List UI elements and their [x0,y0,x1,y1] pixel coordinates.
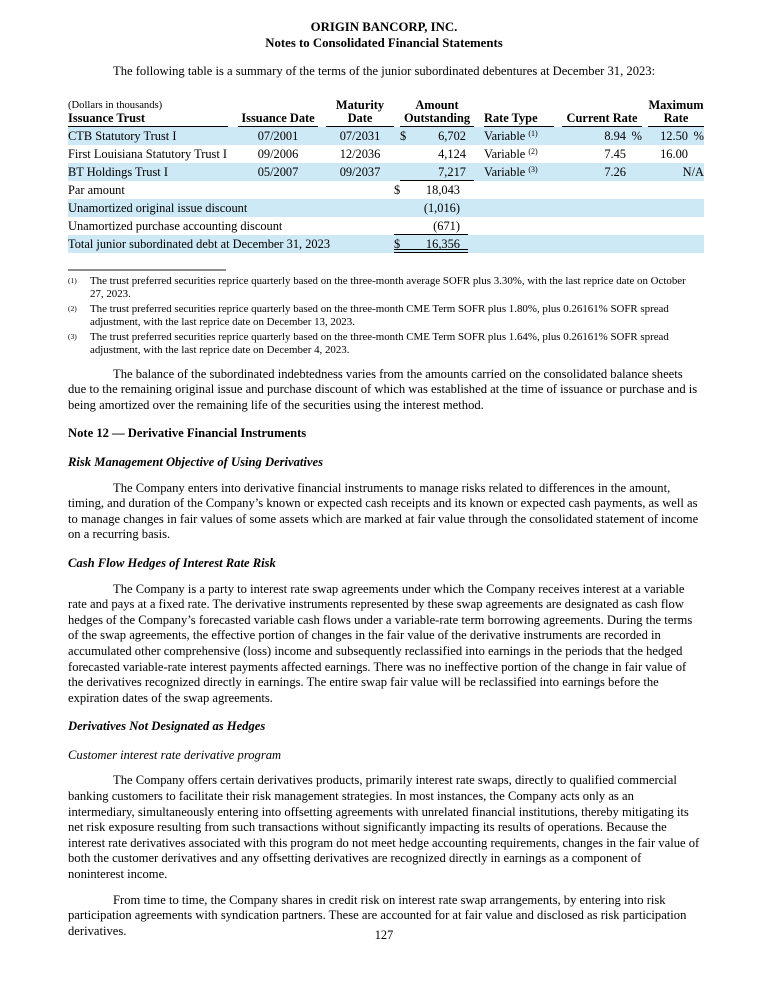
rate-type: Variable $^{(2)}$ [484,146,538,161]
footnotes [68,275,700,357]
cash-flow-hedges-heading: Cash Flow Hedges of Interest Rate Risk [68,555,276,570]
footnote-text: The trust preferred securities reprice quarterly based on the three-month average SOFR plus 3.30%, with the last reprice date on October 27, 2023. [90,274,686,300]
not-designated-heading: Derivatives Not Designated as Hedges [68,719,266,734]
currency-symbol: $ [394,182,401,197]
summary-label: Par amount [68,182,125,197]
units-label: (Dollars in thousands) [68,99,163,111]
footnote-marker: (1) [68,275,77,285]
amount-value: 7,217 [438,164,466,179]
row-filler [468,235,704,253]
paragraph-offers: The Company offers certain derivatives products, primarily interest rate swaps, directly to qualified commercial banking customers to facilitate their risk management strategies. In most instances, the Company acts only as an intermediary, simultaneously entering into offsetting agreements with unrelated financial institutions, thereby mitigating its net risk exposure resulting from such transactions without significantly impacting its results of operations. Because the interest rate derivatives associated with this program do not meet hedge accounting requirements, changes in the fair value of both the customer derivatives and any offsetting derivatives are recognized directly in earnings as a component of noninterest income. [68,773,700,882]
maximum-rate: 16.00 [660,146,688,161]
trust-name: First Louisiana Statutory Trust I [68,146,228,161]
col-header-rate-type: Rate Type [484,112,554,127]
issuance-date: 05/2007 [257,164,299,179]
document-title: Notes to Consolidated Financial Statements [265,36,503,50]
row-filler [468,181,704,199]
currency-symbol: $ [400,128,407,143]
col-header-maturity-date: Maturity Date [326,99,394,127]
table-header-row [68,97,704,127]
total-row [68,235,704,253]
table-row [68,127,704,145]
col-header-issuance-trust: (Dollars in thousands) Issuance Trust [68,100,228,127]
rate-type: Variable $^{(1)}$ [484,128,538,143]
trust-name: BT Holdings Trust I [68,164,168,179]
table-row [68,145,704,163]
issuance-date: 07/2001 [257,128,299,143]
maturity-date: 12/2036 [339,146,381,161]
amount-value: 4,124 [438,146,466,161]
paragraph-enters: The Company enters into derivative financial instruments to manage risks related to differences in the amount, timing, and duration of the Company’s known or expected cash receipts and its known or expected cash payments, as well as to manage changes in fair values of some assets which are marked at fair value through the consolidated statement of income on a recurring basis. [68,480,699,542]
summary-amount [394,199,468,217]
rate-type: Variable $^{(3)}$ [484,164,538,179]
footnote-1 [68,275,700,301]
amount-outstanding [400,127,474,145]
current-rate: 7.26 [604,164,626,179]
footnote-text: The trust preferred securities reprice quarterly based on the three-month CME Term SOFR plus 1.64%, plus 0.26161% SOFR spread adjustment, with the last reprice date on December 4, 2023. [90,330,669,356]
document-header [68,19,700,51]
amount-value: 16,356 [425,236,460,251]
maximum-rate: 12.50 % [660,128,704,143]
footnote-3 [68,331,700,357]
intro-paragraph: The following table is a summary of the terms of the junior subordinated debentures at December 31, 2023: [113,64,656,78]
current-rate: 7.45 [604,146,626,161]
col-header-amount-outstanding: Amount Outstanding [400,99,474,127]
summary-row [68,181,704,199]
footnote-separator [68,269,226,271]
footnote-ref: (1) [528,128,538,138]
footnote-marker: (2) [68,303,77,313]
table-row [68,163,704,181]
paragraph-party: The Company is a party to interest rate swap agreements under which the Company receives interest at a variable rate and pays at a fixed rate. The derivative instruments represented by these swap agreements are designated as cash flow hedges of the Company’s forecasted variable cash flows under a variable-rate term borrowing agreements. During the terms of the swap agreements, the effective portion of changes in the fair value of the derivative instruments are recorded in accumulated other comprehensive (loss) income and subsequently reclassified into earnings in the periods that the hedged forecasted variable-rate interest payments affected earnings. There was no ineffective portion of the change in fair value of the derivatives recognized directly in earnings. The entire swap fair value will be reclassified into earnings before the expiration dates of the swap agreements. [68,581,693,705]
footnote-2 [68,303,700,329]
currency-symbol: $ [394,236,401,251]
col-header-issuance-date: Issuance Date [238,112,318,127]
note-12-heading: Note 12 — Derivative Financial Instruments [68,426,307,441]
amount-value: 18,043 [425,182,460,197]
maturity-date: 07/2031 [339,128,381,143]
paragraph-credit: From time to time, the Company shares in credit risk on interest rate swap arrangements, by entering into risk participation agreements with syndication partners. These are accounted for at fair value and disclosed as risk participation derivatives. [68,892,687,938]
paragraph-balance: The balance of the subordinated indebtedness varies from the amounts carried on the consolidated balance sheets due to the remaining original issue and purchase discount of which was established at the time of issuance or purchase and is being amortized over the remaining life of the securities using the interest method. [68,366,698,412]
row-filler [468,217,704,235]
amount-outstanding [400,145,474,163]
summary-amount [394,217,468,235]
total-label: Total junior subordinated debt at December 31, 2023 [68,236,331,251]
summary-amount [394,181,468,199]
amount-value: 6,702 [438,128,466,143]
trust-name: CTB Statutory Trust I [68,128,177,143]
issuance-date: 09/2006 [257,146,299,161]
page-number: 127 [374,928,394,942]
amount-value: (1,016) [423,200,460,215]
summary-label: Unamortized purchase accounting discount [68,218,283,233]
amount-value: (671) [433,218,460,233]
maturity-date: 09/2037 [339,164,381,179]
customer-program-heading: Customer interest rate derivative program [68,747,282,762]
company-name: ORIGIN BANCORP, INC. [310,20,458,34]
summary-row [68,199,704,217]
col-header-maximum-rate: Maximum Rate [648,97,704,125]
footnote-ref: (2) [528,146,538,156]
current-rate: 8.94 % [604,128,642,143]
col-header-current-rate: Current Rate [562,112,642,127]
debentures-table [68,97,704,253]
footnote-ref: (3) [528,164,538,174]
total-amount [394,235,468,253]
footnote-text: The trust preferred securities reprice quarterly based on the three-month CME Term SOFR plus 1.80%, plus 0.26161% SOFR spread adjustment, with the last reprice date on December 13, 2023. [90,302,669,328]
risk-management-heading: Risk Management Objective of Using Derivatives [68,454,323,469]
amount-outstanding [400,163,474,181]
summary-label: Unamortized original issue discount [68,200,248,215]
footnote-marker: (3) [68,331,77,341]
summary-row [68,217,704,235]
row-filler [468,199,704,217]
maximum-rate: N/A [682,164,704,179]
